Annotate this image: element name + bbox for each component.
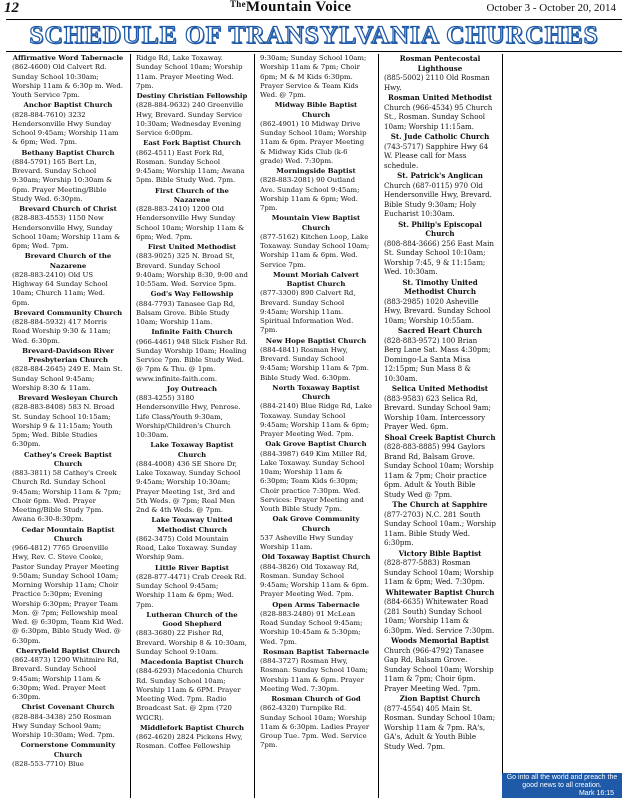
- church-details: (884-4841) Rosman Hwy, Brevard. Sunday School 9:45am; Worship 11am & 7pm. Bible Study Wed. 6:30pm.: [260, 345, 369, 382]
- church-listing: [384, 549, 496, 587]
- church-details: (884-3727) Rosman Hwy, Rosman. Sunday School 10am; Worship 11am & 6pm. Prayer Meeting Wed. 7:30pm.: [260, 657, 368, 693]
- church-details: (966-4812) 7765 Greenville Hwy, Rev. C. Steve Cooke, Pastor Sunday Prayer Meeting 9:50am; Sunday School 10am; Morning Worship 11am; Choir Practice 5:30pm; Evening Worship 6:30pm; Prayer Team Mon. @ 7pm; Fellowship meal Wed. @ 6:30pm, Team Kid Wed. @ 6:30pm, Bible Study Wed. @ 6:30pm.: [12, 544, 124, 645]
- church-name: Affirmative Word Tabernacle: [12, 54, 124, 62]
- church-details: (808-884-3666) 256 East Main St. Sunday School 10:10am; Worship 7:45, 9 & 11:15am; Wed. 10:30am.: [384, 238, 494, 276]
- listing-column-3: [260, 54, 372, 752]
- church-listing: [136, 516, 248, 562]
- church-listing: [136, 658, 248, 723]
- page-number: 12: [4, 0, 19, 16]
- church-details: (828-877-5883) Rosman Sunday School 10am; Worship 11am & 6pm; Wed. 7:30pm.: [384, 558, 494, 586]
- church-name: Destiny Christian Fellowship: [136, 92, 248, 100]
- church-listing: [384, 384, 496, 432]
- church-details: (828-884-2645) 249 E. Main St. Sunday School 9:45am; Worship 8:30 & 11am.: [12, 365, 123, 392]
- church-listing: [260, 440, 372, 514]
- church-listing: [12, 703, 124, 740]
- church-details: (862-4511) East Fork Rd, Rosman. Sunday School 9:45am; Worship 11am; Awana 5pm. Bible Study Wed. 7pm.: [136, 148, 245, 185]
- church-details: Church (966-4792) Tanasee Gap Rd, Balsam Grove. Sunday School 10am; Worship 11am & 7pm; Choir 6pm. Prayer Meeting Wed. 7pm.: [384, 645, 494, 693]
- church-name: God's Way Fellowship: [150, 290, 234, 299]
- church-listing: [384, 132, 496, 170]
- church-listing: [260, 271, 372, 336]
- church-name: Cherryfield Baptist Church: [15, 646, 121, 655]
- church-listing: [12, 54, 124, 100]
- column-divider: [130, 54, 131, 798]
- church-name: First United Methodist: [147, 243, 237, 251]
- church-listing: [384, 220, 496, 277]
- church-name: New Hope Baptist Church: [265, 336, 367, 345]
- church-listing: [12, 149, 124, 205]
- church-details: (862-4600) Old Calvert Rd. Sunday School 10:30am; Worship 11am & 6:30p m. Wed. Youth Service 7pm.: [12, 63, 123, 99]
- church-listing: [136, 328, 248, 384]
- church-details: Church (966-4534) 95 Church St., Rosman. Sunday School 10am; Worship 11:15am.: [384, 102, 493, 131]
- church-listing: [260, 101, 372, 166]
- church-listing: [384, 636, 496, 693]
- church-details: (862-4320) Turnpike Rd. Sunday School 10am; Worship 11am & 6:30pm. Ladies Prayer Group Tue. 7pm. Wed. Service 7pm.: [260, 704, 370, 750]
- church-listing: [136, 441, 248, 515]
- title-rule: [6, 51, 622, 52]
- church-name: Shoal Creek Baptist Church: [384, 432, 496, 442]
- church-name: Little River Baptist: [155, 563, 229, 572]
- church-name: Morningside Baptist: [276, 167, 356, 175]
- church-name: Rosman United Methodist: [387, 93, 493, 102]
- church-name: Bethany Baptist Church: [21, 148, 115, 157]
- church-details: (883-3811) 58 Cathey's Creek Church Rd. Sunday School 9:45am; Worship 11am & 7pm; Choir 6pm. Wed. Prayer Meeting/Bible Study 7pm. Awana 6:30-8:30pm.: [12, 469, 122, 524]
- church-name: Middlefork Baptist Church: [140, 723, 244, 732]
- church-name: Woods Memorial Baptist: [391, 636, 489, 645]
- listing-column-2: [136, 54, 248, 753]
- church-details: (828-883-2480) 91 McLean Road Sunday School 9:45am; Worship 10:45am & 5:30pm; Wed. 7pm.: [260, 609, 363, 646]
- church-listing: [260, 167, 372, 213]
- church-listing: [12, 526, 124, 646]
- church-name: St. Patrick's Anglican: [397, 171, 483, 180]
- church-listing: [260, 515, 372, 552]
- church-details: (828-883-2410) Old US Highway 64 Sunday School 10am; Church 11am; Wed. 6pm.: [12, 270, 108, 307]
- church-listing: [12, 101, 124, 147]
- church-listing: [136, 724, 248, 752]
- church-name: Victory Bible Baptist: [398, 548, 482, 558]
- church-listing: [384, 500, 496, 548]
- publication-the: The: [230, 0, 246, 9]
- church-name: Brevard Church of the Nazarene: [24, 252, 112, 270]
- church-listing: [12, 205, 124, 251]
- church-name: St. Timothy United Methodist Church: [402, 277, 478, 296]
- church-details: (883-2985) 1020 Asheville Hwy, Brevard. Sunday School 10am; Worship 10:55am.: [384, 296, 491, 325]
- church-name: Mountain View Baptist Church: [271, 214, 361, 232]
- church-details: (877-4554) 405 Main St. Rosman. Sunday School 10am; Worship 11am & 7pm. RA's, GA's, Adult & Youth Bible Study Wed. 7pm.: [384, 703, 496, 751]
- church-name: Oak Grove Baptist Church: [265, 440, 367, 449]
- church-name: Anchor Baptist Church: [23, 101, 113, 110]
- church-listing: [384, 588, 496, 636]
- church-listing: [136, 611, 248, 657]
- church-name: St. Jude Catholic Church: [390, 132, 490, 141]
- church-details: (885-5002) 2110 Old Rosman Hwy.: [384, 73, 490, 92]
- church-details: 537 Asheville Hwy Sunday Worship 11am.: [260, 533, 354, 551]
- church-details: (828-884-9632) 240 Greenville Hwy, Brevard. Sunday Service 10:30am; Wednesday Evening Service 6:00pm.: [136, 101, 244, 137]
- church-details: (883-9583) 623 Selica Rd, Brevard. Sunday School 9am; Worship 10am. Intercessory Prayer Wed. 6pm.: [384, 393, 491, 431]
- church-details: (883-3680) 22 Fisher Rd, Brevard. Worship 8 & 10:30am, Sunday School 9:10am.: [136, 629, 247, 656]
- church-details: (862-3475) Cold Mountain Road, Lake Toxaway. Sunday Worship 9am.: [136, 534, 237, 562]
- church-name: Cedar Mountain Baptist Church: [21, 525, 115, 543]
- church-details: 9:30am; Sunday School 10am; Worship 11am & 7pm; Choir 6pm; M & M Kids 6:30pm. Prayer Service & Team Kids Wed. @ 7pm.: [260, 54, 367, 99]
- column-divider: [502, 54, 503, 798]
- church-details: (828-883-2081) 90 Outland Ave. Sunday School 9:45am; Worship 11am & 6pm; Wed. 7pm.: [260, 176, 360, 212]
- church-details: (877-3300) 890 Calvert Rd, Brevard. Sunday School 9:45am; Worship 11am. Spiritual Information Wed. 7pm.: [260, 289, 356, 335]
- church-name: Brevard Wesleyan Church: [18, 394, 118, 402]
- church-name: Cornerstone Community Church: [20, 741, 116, 759]
- listing-column-4: [384, 54, 496, 752]
- church-name: East Fork Baptist Church: [143, 139, 241, 148]
- church-name: North Toxaway Baptist Church: [272, 383, 360, 401]
- church-details: (862-4873) 1290 Whitmire Rd, Brevard. Sunday School 9:45am; Worship 11am & 6:30pm; Wed. Prayer Meet 6:30pm.: [12, 656, 119, 701]
- scripture-text: Go into all the world and preach the good news to all creation.: [506, 774, 618, 789]
- church-listing: [384, 54, 496, 92]
- church-details: (828-883-9572) 100 Brian Berg Lane Sat. Mass 4:30pm; Domingo-La Santa Misa 12:15pm; Sun Mass 8 & 10:30am.: [384, 335, 491, 383]
- church-details: (966-4461) 948 Slick Fisher Rd. Sunday Worship 10am; Healing Service 7pm. Bible Study Wed. @ 7pm & Thu. @ 1pm. www.infinite-faith.com.: [136, 337, 248, 383]
- church-details: (877-2703) N.C. 281 South Sunday School 10am.; Worship 11am. Bible Study Wed. 6:30pm.: [384, 509, 496, 547]
- church-details: (828-877-4471) Crab Creek Rd. Sunday School 9:45am; Worship 11am & 6pm; Wed. 7pm.: [136, 572, 247, 609]
- publication-name: [230, 0, 351, 16]
- page-header: [0, 0, 628, 20]
- church-listing: [384, 694, 496, 751]
- church-details: (828-883-2410) 1200 Old Hendersonville Hwy Sunday School 10am; Worship 11am & 6pm; Wed. 7pm.: [136, 205, 245, 241]
- church-name: The Church at Sapphire: [392, 500, 488, 509]
- church-name: Lutheran Church of the Good Shepherd: [146, 610, 238, 628]
- church-details: (828-883-4553) 1150 New Hendersonville Hwy, Sunday School 10am; Worship 11am & 6pm; Wed. 7pm.: [12, 214, 121, 250]
- church-listing: [12, 394, 124, 450]
- page-title: SCHEDULE OF TRANSYLVANIA CHURCHES: [29, 20, 599, 49]
- church-details: (743-5717) Sapphire Hwy 64 W. Please call for Mass schedule.: [384, 141, 489, 170]
- church-name: Rosman Pentecostal Lighthouse: [399, 54, 481, 73]
- church-details: (884-2140) Blue Ridge Rd, Lake Toxaway. Sunday School 9:45am; Worship 11am & 6pm; Prayer Meeting Wed. 7pm.: [260, 402, 372, 438]
- church-details: (828-884-5932) 417 Morris Road Worship 9:30 & 11am; Wed. 6:30pm.: [12, 318, 111, 345]
- church-details: (862-4620) 2824 Pickens Hwy, Rosman. Coffee Fellowship: [136, 733, 243, 751]
- church-details: (828-553-7710) Blue: [12, 759, 84, 768]
- church-name: Oak Grove Community Church: [272, 515, 360, 533]
- church-listing: [260, 384, 372, 440]
- listing-column-1: [12, 54, 124, 770]
- church-details: (828-883-8885) 994 Gaylors Brand Rd, Balsam Grove. Sunday School 10am; Worship 11am & 7pm; Choir practice 6pm. Adult & Youth Bible Study Wed @ 7pm.: [384, 442, 494, 499]
- church-name: Selica United Methodist: [391, 384, 489, 393]
- church-details: (884-6293) Macedonia Church Rd. Sunday School 10am; Worship 11am & 6PM. Prayer Meeting Wed. 7pm. Radio Broadcast Sat. @ 2pm (720 WGCR).: [136, 667, 243, 722]
- church-listing: [136, 385, 248, 441]
- church-listing: [384, 93, 496, 131]
- church-name: Brevard-Davidson River Presbyterian Church: [22, 346, 114, 364]
- church-name: Open Arms Tabernacle: [272, 600, 360, 609]
- church-details: (828-884-3438) 250 Rosman Hwy Sunday School 9am; Worship 10:30am; Wed. 7pm.: [12, 712, 115, 739]
- church-name: Infinite Faith Church: [151, 328, 233, 337]
- church-details: Ridge Rd, Lake Toxaway. Sunday School 10am; Worship 11am. Prayer Meeting Wed. 7pm.: [136, 54, 243, 90]
- church-listing: [12, 451, 124, 525]
- church-listing: [136, 243, 248, 289]
- church-listing: [260, 648, 372, 694]
- church-details: (828-883-8408) 583 N. Broad St. Sunday School 10:15am; Worship 9 & 11:15am; Youth 5pm; Wed. Bible Studies 6:30pm.: [12, 403, 115, 449]
- church-details: (883-4255) 3180 Hendersonville Hwy, Penrose. Life Class/Youth 9:30am, Worship/Children's Church 10:30am.: [136, 394, 241, 439]
- church-listing: [136, 139, 248, 185]
- church-listing: [12, 647, 124, 703]
- publication-title: Mountain Voice: [245, 0, 352, 15]
- church-name: Rosman Baptist Tabernacle: [262, 647, 370, 656]
- church-listing: [260, 601, 372, 647]
- scripture-box: [502, 773, 622, 798]
- church-listing: [384, 433, 496, 500]
- church-listing: [260, 214, 372, 270]
- church-name: Midway Bible Baptist Church: [274, 101, 358, 119]
- church-details: (884-3987) 649 Kim Miller Rd, Lake Toxaway. Sunday School 10am; Worship 11am & 6:30pm; Team Kids 6:30pm; Choir practice 7:30pm. Wed. Services: Prayer Meeting and Youth Bible Study 7pm.: [260, 449, 368, 513]
- church-details: (884-6635) Whitewater Road (281 South) Sunday School 10am; Worship 11am & 6:30pm. Wed. Service 7:30pm.: [384, 597, 495, 635]
- church-name: Macedonia Baptist Church: [140, 658, 244, 666]
- church-name: Old Toxaway Baptist Church: [261, 553, 371, 562]
- church-name: Joy Outreach: [166, 384, 218, 393]
- church-details: (862-4901) 10 Midway Drive Sunday School 10am; Worship 11am & 6pm. Prayer Meeting & Midway Kids Club (k-6 grade) Wed. 7:30pm.: [260, 119, 367, 165]
- church-name: Whitewater Baptist Church: [385, 587, 495, 597]
- church-listing: [136, 54, 248, 91]
- church-details: (884-5791) 165 Bert Ln, Brevard. Sunday School 9:30am; Worship 10:30am & 6pm. Prayer Meeting/Bible Study Wed. 6:30pm.: [12, 157, 113, 203]
- church-listing: [12, 252, 124, 308]
- church-name: First Church of the Nazarene: [155, 186, 229, 204]
- church-listing: [12, 309, 124, 346]
- issue-date: October 3 - October 20, 2014: [486, 2, 616, 14]
- church-details: (883-9025) 325 N. Broad St, Brevard. Sunday School 9:40am; Worship 8:30, 9:00 and 10:55am. Wed. Service 5pm.: [136, 252, 248, 288]
- church-listing: [136, 92, 248, 138]
- church-name: Sacred Heart Church: [397, 326, 483, 335]
- church-name: Cathey's Creek Baptist Church: [24, 450, 112, 468]
- column-divider: [378, 54, 379, 798]
- church-details: Church (687-0115) 970 Old Hendersonville Hwy, Brevard. Bible Study 9:30am; Holy Eucharist 10:30am.: [384, 180, 492, 218]
- column-divider: [254, 54, 255, 798]
- church-name: Lake Toxaway Baptist Church: [150, 441, 234, 459]
- church-details: (828-884-7610) 3232 Hendersonville Hwy Sunday School 9:45am; Worship 11am & 6pm; Wed. 7pm.: [12, 110, 119, 147]
- church-name: Brevard Community Church: [13, 308, 123, 317]
- church-listing: [136, 187, 248, 243]
- church-listing: [12, 741, 124, 769]
- church-listing: [260, 337, 372, 383]
- church-details: (884-3826) Old Toxaway Rd, Rosman. Sunday School 9:45am; Worship 11am & 6pm. Prayer Meeting Wed. 7pm.: [260, 562, 369, 599]
- church-listing: [260, 695, 372, 751]
- church-details: (884-7793) Tanasee Gap Rd, Balsam Grove. Bible Study 10am; Worship 11am.: [136, 299, 236, 326]
- church-name: St. Philip's Episcopal Church: [398, 219, 482, 238]
- church-details: (884-4008) 436 SE Shore Dr, Lake Toxaway. Sunday School 9:45am; Worship 10:30am; Prayer Meeting 1st, 3rd and 5th Weds. @ 7pm; Real Men 2nd & 4th Weds. @ 7pm.: [136, 459, 241, 514]
- scripture-reference: Mark 16:15: [578, 790, 614, 797]
- church-listing: [384, 171, 496, 219]
- church-listing: [136, 290, 248, 327]
- church-listing: [260, 553, 372, 599]
- church-name: Brevard Church of Christ: [19, 205, 117, 213]
- church-listing: [384, 326, 496, 383]
- church-name: Zion Baptist Church: [399, 694, 481, 703]
- church-name: Mount Moriah Calvert Baptist Church: [273, 270, 359, 288]
- church-name: Lake Toxaway United Methodist Church: [151, 516, 233, 534]
- church-name: Rosman Church of God: [271, 695, 361, 703]
- church-listing: [384, 278, 496, 326]
- church-name: Christ Covenant Church: [21, 703, 115, 712]
- church-listing: [12, 347, 124, 393]
- church-details: (877-5162) Kitchen Loop, Lake Toxaway. Sunday School 10am; Worship 11am & 6pm. Wed. Service 7pm.: [260, 232, 370, 269]
- church-listing: [136, 564, 248, 610]
- church-listing: [260, 54, 372, 100]
